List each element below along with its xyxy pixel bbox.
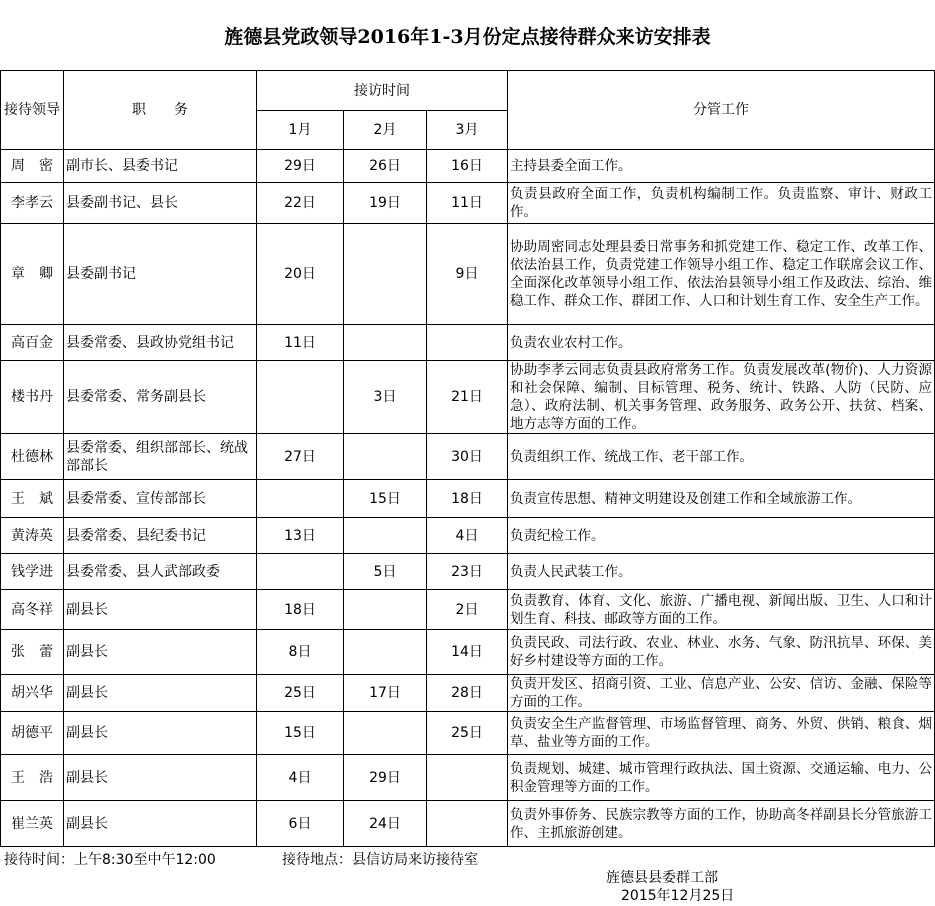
month-2-date: 29日	[344, 755, 427, 801]
month-1-date: 13日	[257, 518, 344, 554]
duty: 负责安全生产监督管理、市场监督管理、商务、外贸、供销、粮食、烟草、盐业等方面的工作。	[508, 712, 935, 755]
month-1-date: 15日	[257, 712, 344, 755]
table-row	[1, 518, 935, 554]
month-1-date: 25日	[257, 675, 344, 712]
table-row	[1, 325, 935, 361]
table-row	[1, 590, 935, 630]
month-1-date: 29日	[257, 150, 344, 183]
leader-name: 张 蕾	[1, 630, 64, 675]
schedule-table	[0, 70, 935, 847]
month-3-date	[427, 801, 508, 847]
table-row	[1, 755, 935, 801]
position: 副县长	[64, 675, 257, 712]
month-1-date: 27日	[257, 434, 344, 480]
duty: 负责宣传思想、精神文明建设及创建工作和全域旅游工作。	[508, 480, 935, 518]
month-1-date: 6日	[257, 801, 344, 847]
table-row	[1, 150, 935, 183]
month-3-date: 23日	[427, 554, 508, 590]
header-leader: 接待领导	[1, 71, 64, 150]
month-2-date: 24日	[344, 801, 427, 847]
month-3-date: 30日	[427, 434, 508, 480]
leader-name: 王 浩	[1, 755, 64, 801]
month-3-date: 21日	[427, 361, 508, 434]
leader-name: 胡兴华	[1, 675, 64, 712]
month-2-date	[344, 712, 427, 755]
month-1-date: 18日	[257, 590, 344, 630]
month-3-date: 14日	[427, 630, 508, 675]
duty: 负责农业农村工作。	[508, 325, 935, 361]
header-position: 职 务	[64, 71, 257, 150]
leader-name: 高冬祥	[1, 590, 64, 630]
position: 副县长	[64, 630, 257, 675]
duty: 负责民政、司法行政、农业、林业、水务、气象、防汛抗旱、环保、美好乡村建设等方面的工作。	[508, 630, 935, 675]
month-2-date	[344, 630, 427, 675]
header-month-2: 2月	[344, 111, 427, 150]
month-1-date: 8日	[257, 630, 344, 675]
duty: 主持县委全面工作。	[508, 150, 935, 183]
duty: 负责县政府全面工作，负责机构编制工作。负责监察、审计、财政工作。	[508, 183, 935, 224]
table-row	[1, 630, 935, 675]
duty: 负责组织工作、统战工作、老干部工作。	[508, 434, 935, 480]
duty: 负责开发区、招商引资、工业、信息产业、公安、信访、金融、保险等方面的工作。	[508, 675, 935, 712]
month-3-date: 28日	[427, 675, 508, 712]
month-2-date: 17日	[344, 675, 427, 712]
month-1-date: 22日	[257, 183, 344, 224]
month-1-date	[257, 480, 344, 518]
page-title: 旌德县党政领导2016年1-3月份定点接待群众来访安排表	[224, 26, 711, 48]
leader-name: 胡德平	[1, 712, 64, 755]
month-2-date	[344, 224, 427, 325]
month-2-date: 3日	[344, 361, 427, 434]
month-3-date: 25日	[427, 712, 508, 755]
duty: 负责教育、体育、文化、旅游、广播电视、新闻出版、卫生、人口和计划生育、科技、邮政等方面的工作。	[508, 590, 935, 630]
month-1-date: 20日	[257, 224, 344, 325]
month-3-date: 2日	[427, 590, 508, 630]
month-2-date: 5日	[344, 554, 427, 590]
table-row	[1, 480, 935, 518]
table-row	[1, 183, 935, 224]
month-3-date: 16日	[427, 150, 508, 183]
table-row	[1, 675, 935, 712]
position: 县委常委、常务副县长	[64, 361, 257, 434]
leader-name: 高百金	[1, 325, 64, 361]
leader-name: 李孝云	[1, 183, 64, 224]
month-3-date: 18日	[427, 480, 508, 518]
leader-name: 钱学进	[1, 554, 64, 590]
month-3-date: 4日	[427, 518, 508, 554]
footer-org: 旌德县县委群工部	[606, 870, 718, 886]
month-1-date	[257, 361, 344, 434]
position: 县委常委、县纪委书记	[64, 518, 257, 554]
position: 副县长	[64, 590, 257, 630]
position: 副县长	[64, 712, 257, 755]
duty: 协助周密同志处理县委日常事务和抓党建工作、稳定工作、改革工作、依法治县工作，负责党建工作领导小组工作、稳定工作联席会议工作、全面深化改革领导小组工作、依法治县领导小组工作及政法、综治、维稳工作、群众工作、群团工作、人口和计划生育工作、安全生产工作。	[508, 224, 935, 325]
header-month-3: 3月	[427, 111, 508, 150]
position: 县委副书记	[64, 224, 257, 325]
leader-name: 章 卿	[1, 224, 64, 325]
footer-time: 接待时间：上午8:30至中午12:00	[4, 852, 216, 868]
duty: 负责外事侨务、民族宗教等方面的工作，协助高冬祥副县长分管旅游工作、主抓旅游创建。	[508, 801, 935, 847]
position: 县委常委、组织部部长、统战部部长	[64, 434, 257, 480]
leader-name: 楼书丹	[1, 361, 64, 434]
table-row	[1, 224, 935, 325]
month-3-date: 11日	[427, 183, 508, 224]
duty: 负责人民武装工作。	[508, 554, 935, 590]
month-1-date: 4日	[257, 755, 344, 801]
position: 副市长、县委书记	[64, 150, 257, 183]
duty: 协助李孝云同志负责县政府常务工作。负责发展改革(物价)、人力资源和社会保障、编制、目标管理、税务、统计、铁路、人防（民防、应急）、政府法制、机关事务管理、政务服务、政务公开、扶贫、档案、地方志等方面的工作。	[508, 361, 935, 434]
leader-name: 黄涛英	[1, 518, 64, 554]
month-2-date	[344, 518, 427, 554]
month-1-date: 11日	[257, 325, 344, 361]
month-1-date	[257, 554, 344, 590]
position: 副县长	[64, 755, 257, 801]
position: 县委常委、县政协党组书记	[64, 325, 257, 361]
table-row	[1, 801, 935, 847]
position: 副县长	[64, 801, 257, 847]
month-2-date: 15日	[344, 480, 427, 518]
month-2-date: 26日	[344, 150, 427, 183]
month-2-date: 19日	[344, 183, 427, 224]
table-row	[1, 554, 935, 590]
month-2-date	[344, 434, 427, 480]
footer-place: 接待地点：县信访局来访接待室	[282, 852, 478, 868]
month-2-date	[344, 590, 427, 630]
table-row	[1, 434, 935, 480]
month-3-date	[427, 755, 508, 801]
month-2-date	[344, 325, 427, 361]
header-month-1: 1月	[257, 111, 344, 150]
footer-date: 2015年12月25日	[621, 888, 735, 904]
position: 县委常委、县人武部政委	[64, 554, 257, 590]
leader-name: 周 密	[1, 150, 64, 183]
position: 县委常委、宣传部部长	[64, 480, 257, 518]
duty: 负责规划、城建、城市管理行政执法、国土资源、交通运输、电力、公积金管理等方面的工作。	[508, 755, 935, 801]
month-3-date: 9日	[427, 224, 508, 325]
leader-name: 杜德林	[1, 434, 64, 480]
header-visit-time: 接访时间	[257, 71, 508, 111]
table-row	[1, 361, 935, 434]
leader-name: 王 斌	[1, 480, 64, 518]
month-3-date	[427, 325, 508, 361]
leader-name: 崔兰英	[1, 801, 64, 847]
table-row	[1, 712, 935, 755]
duty: 负责纪检工作。	[508, 518, 935, 554]
position: 县委副书记、县长	[64, 183, 257, 224]
header-duty: 分管工作	[508, 71, 935, 150]
